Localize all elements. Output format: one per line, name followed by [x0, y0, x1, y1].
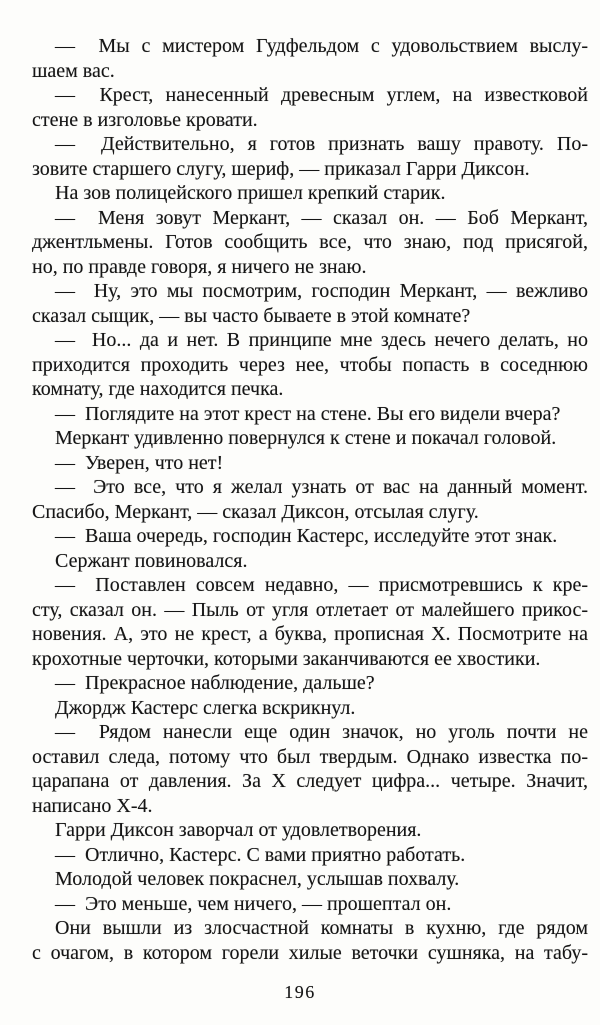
text-line: Молодой человек покраснел, услышав похвалу.	[55, 868, 460, 890]
text-line: зовите старшего слугу, шериф, — приказал Гарри Диксон.	[32, 157, 530, 180]
text-line: На зов полицейского пришел крепкий старик.	[55, 182, 446, 204]
text-line: — Уверен, что нет!	[55, 451, 224, 474]
text-line: — Мы с мистером Гудфельдом с удовольствием выслу-	[55, 35, 588, 57]
text-line: — Поглядите на этот крест на стене. Вы его видели вчера?	[55, 402, 561, 425]
text-line: — Ну, это мы посмотрим, господин Меркант, — вежливо	[55, 280, 588, 302]
text-line: Спасибо, Меркант, — сказал Диксон, отсылая слугу.	[32, 500, 479, 523]
text-line: но, по правде говоря, я ничего не знаю.	[32, 255, 367, 278]
text-line: — Это меньше, чем ничего, — прошептал он.	[55, 892, 452, 915]
text-line: — Меня зовут Меркант, — сказал он. — Боб Меркант,	[55, 206, 588, 229]
text-line: — Рядом нанесли еще один значок, но уголь почти не	[55, 721, 588, 743]
text-line: Гарри Диксон заворчал от удовлетворения.	[55, 819, 422, 841]
text-block	[32, 34, 588, 965]
text-line: сказал сыщик, — вы часто бываете в этой комнате?	[32, 304, 471, 327]
text-line: — Но... да и нет. В принципе мне здесь нечего делать, но	[55, 329, 588, 351]
text-line: — Крест, нанесенный древесным углем, на известковой	[55, 84, 588, 106]
text-line: приходится проходить через нее, чтобы попасть в соседнюю	[32, 353, 588, 376]
text-line: новения. А, это не крест, а буква, прописная X. Посмотрите на	[32, 623, 588, 645]
text-line: — Отлично, Кастерс. С вами приятно работать.	[55, 843, 466, 866]
text-line: Сержант повиновался.	[55, 549, 248, 572]
text-line: оставил следа, потому что был твердым. Однако известка по-	[32, 745, 588, 768]
text-line: написано X-4.	[32, 794, 153, 817]
text-line: царапана от давления. За X следует цифра... четыре. Значит,	[32, 770, 588, 792]
text-line: — Ваша очередь, господин Кастерс, исследуйте этот знак.	[55, 525, 558, 547]
text-line: — Действительно, я готов признать вашу правоту. По-	[55, 133, 588, 155]
text-line: стене в изголовье кровати.	[32, 108, 258, 131]
text-line: Джордж Кастерс слегка вскрикнул.	[55, 696, 356, 719]
text-line: сту, сказал он. — Пыль от угля отлетает от малейшего прикос-	[32, 598, 588, 621]
text-line: Они вышли из злосчастной комнаты в кухню, где рядом	[55, 917, 588, 939]
text-line: — Поставлен совсем недавно, — присмотревшись к кре-	[55, 574, 588, 596]
text-line: Меркант удивленно повернулся к стене и покачал головой.	[55, 427, 557, 449]
text-line: крохотные черточки, которыми заканчиваются ее хвостики.	[32, 647, 541, 670]
text-line: джентльмены. Готов сообщить все, что знаю, под присягой,	[32, 231, 588, 253]
page-number: 196	[284, 982, 316, 1002]
text-line: комнату, где находится печка.	[32, 378, 284, 400]
text-line: — Прекрасное наблюдение, дальше?	[55, 672, 375, 694]
text-line: — Это все, что я желал узнать от вас на данный момент.	[55, 476, 588, 498]
text-line: шаем вас.	[32, 59, 115, 82]
text-line: с очагом, в котором горели хилые веточки сушняка, на табу-	[32, 941, 588, 964]
